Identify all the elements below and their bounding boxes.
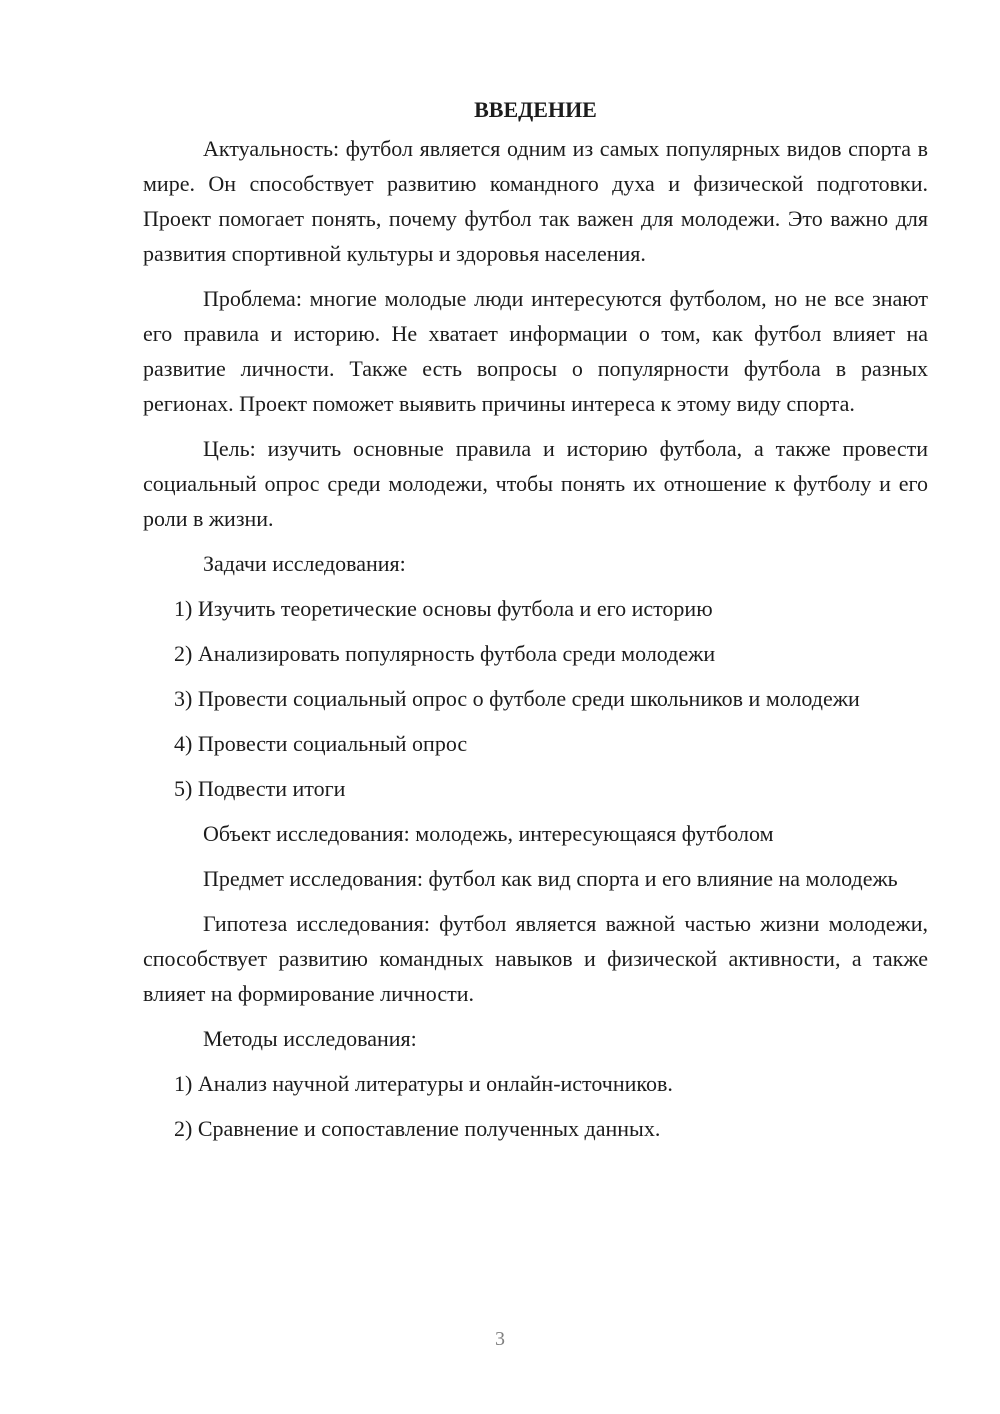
object-paragraph: Объект исследования: молодежь, интересующаяся футболом [203, 821, 774, 846]
methods-heading: Методы исследования: [203, 1026, 417, 1051]
problem-paragraph: Проблема: многие молодые люди интересуются футболом, но не все знают его правила и историю. Не хватает информации о том, как футбол влияет на развитие личности. Также есть вопросы о популярности футбола в разных регионах. Проект поможет выявить причины интереса к этому виду спорта. [143, 286, 928, 416]
task-item-4: 4) Провести социальный опрос [174, 731, 468, 756]
page-number: 3 [495, 1328, 505, 1350]
method-item-2: 2) Сравнение и сопоставление полученных данных. [174, 1116, 661, 1141]
relevance-paragraph: Актуальность: футбол является одним из самых популярных видов спорта в мире. Он способствует развитию командного духа и физической подготовки. Проект помогает понять, почему футбол так важен для молодежи. Это важно для развития спортивной культуры и здоровья населения. [143, 136, 928, 266]
page-title: ВВЕДЕНИЕ [474, 97, 597, 122]
task-item-5: 5) Подвести итоги [174, 776, 346, 801]
document-page [143, 92, 928, 1156]
task-item-2: 2) Анализировать популярность футбола среди молодежи [174, 641, 716, 666]
tasks-heading: Задачи исследования: [203, 551, 406, 576]
method-item-1: 1) Анализ научной литературы и онлайн-источников. [174, 1071, 673, 1096]
task-item-1: 1) Изучить теоретические основы футбола и его историю [174, 596, 713, 621]
hypothesis-paragraph: Гипотеза исследования: футбол является важной частью жизни молодежи, способствует развитию командных навыков и физической активности, а также влияет на формирование личности. [143, 911, 928, 1006]
task-item-3: 3) Провести социальный опрос о футболе среди школьников и молодежи [174, 686, 860, 711]
subject-paragraph: Предмет исследования: футбол как вид спорта и его влияние на молодежь [203, 866, 898, 891]
goal-paragraph: Цель: изучить основные правила и историю футбола, а также провести социальный опрос среди молодежи, чтобы понять их отношение к футболу и его роли в жизни. [143, 436, 928, 531]
